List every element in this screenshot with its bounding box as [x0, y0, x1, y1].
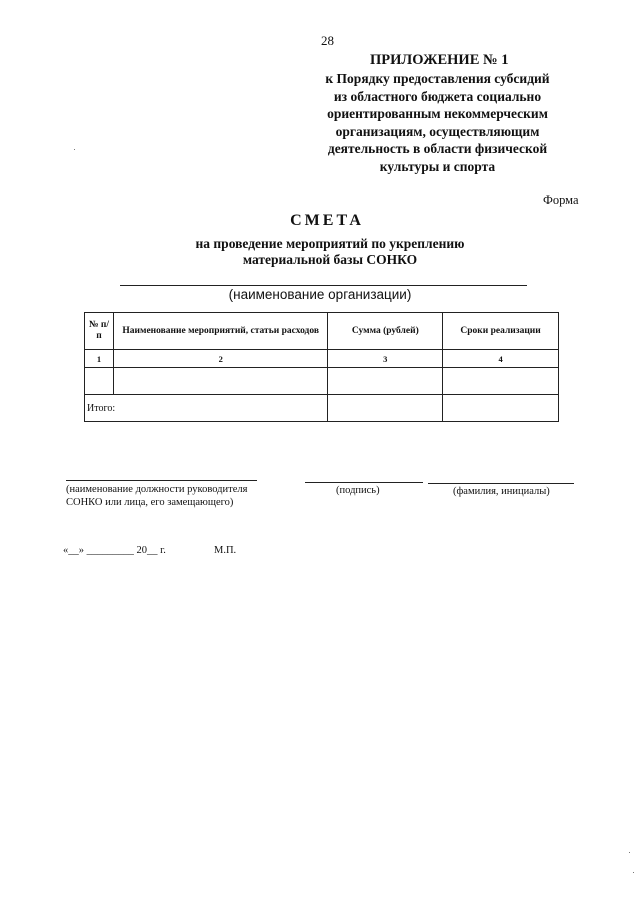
header-terms: Сроки реализации — [443, 313, 559, 350]
table-header-row — [85, 313, 559, 350]
appendix-line: организациям, осуществляющим — [335, 123, 540, 139]
signature-caption: (подпись) — [336, 485, 380, 496]
column-number: 2 — [113, 350, 328, 368]
column-number: 1 — [85, 350, 114, 368]
appendix-line: деятельность в области физической — [327, 141, 548, 157]
table-cell[interactable] — [328, 368, 443, 395]
name-caption: (фамилия, инициалы) — [453, 486, 550, 497]
header-number: № п/п — [85, 313, 114, 350]
position-caption — [66, 483, 286, 509]
signature-line — [305, 482, 423, 483]
scan-speck — [629, 852, 630, 853]
header-amount: Сумма (рублей) — [328, 313, 443, 350]
table-number-row — [85, 350, 559, 368]
organization-name-line — [120, 285, 527, 286]
subtitle-line: материальной базы СОНКО — [242, 252, 418, 267]
table-total-row — [85, 395, 559, 422]
document-subtitle — [140, 236, 520, 268]
column-number: 3 — [328, 350, 443, 368]
scan-speck — [74, 149, 75, 150]
subtitle-line: на проведение мероприятий по укреплению — [195, 236, 465, 251]
scan-speck — [633, 872, 634, 873]
position-caption-line: СОНКО или лица, его замещающего) — [66, 497, 234, 508]
seal-label: М.П. — [214, 545, 237, 556]
table-cell[interactable] — [113, 368, 328, 395]
total-terms-cell[interactable] — [443, 395, 559, 422]
appendix-line: ориентированным некоммерческим — [327, 106, 548, 122]
appendix-subtitle — [300, 70, 575, 176]
column-number: 4 — [443, 350, 559, 368]
position-signature-line — [66, 480, 257, 481]
budget-table — [84, 312, 559, 422]
appendix-line: к Порядку предоставления субсидий — [325, 71, 550, 86]
appendix-line: из областного бюджета социально — [333, 88, 542, 104]
document-title: СМЕТА — [290, 212, 364, 229]
table-row — [85, 368, 559, 395]
total-amount-cell[interactable] — [328, 395, 443, 422]
table-cell[interactable] — [443, 368, 559, 395]
table-cell[interactable] — [85, 368, 114, 395]
appendix-line: культуры и спорта — [379, 158, 496, 174]
form-label: Форма — [543, 193, 579, 207]
organization-caption: (наименование организации) — [228, 287, 412, 302]
appendix-title: ПРИЛОЖЕНИЕ № 1 — [370, 52, 509, 68]
header-activities: Наименование мероприятий, статьи расходов — [113, 313, 328, 350]
page-number: 28 — [321, 33, 334, 48]
name-signature-line — [428, 483, 574, 484]
date-line: «__» _________ 20__ г. — [63, 545, 166, 556]
total-label: Итого: — [85, 395, 328, 422]
position-caption-line: (наименование должности руководителя — [66, 484, 248, 495]
